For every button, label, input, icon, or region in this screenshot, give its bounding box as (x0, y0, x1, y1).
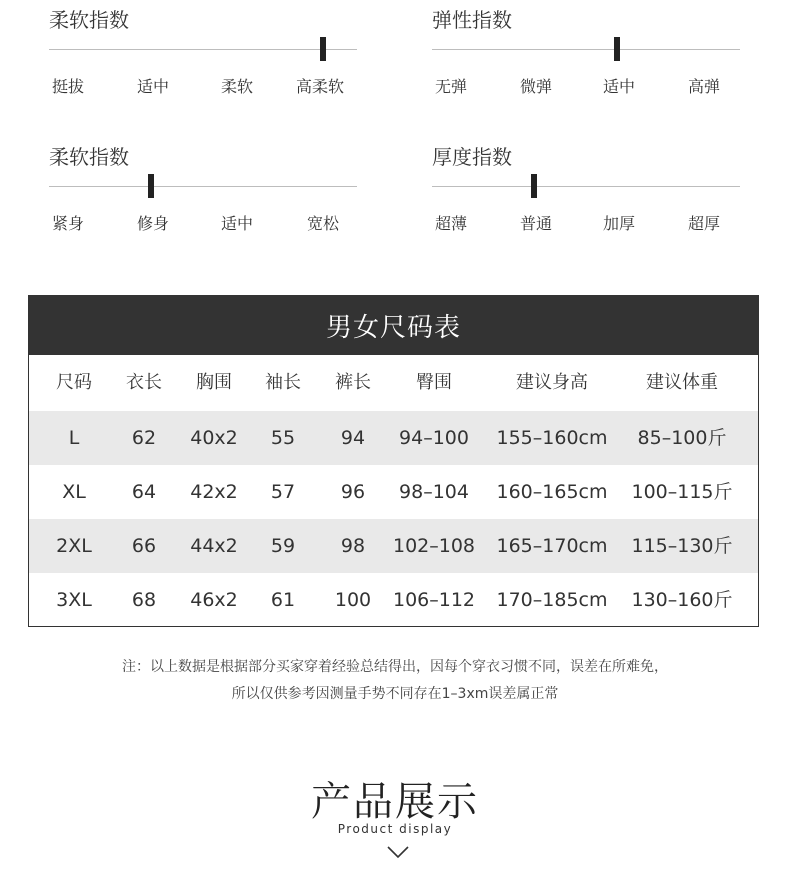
table-cell: 100–115斤 (631, 481, 733, 503)
table-cell: 42x2 (190, 481, 238, 503)
index-label: 高弹 (687, 77, 721, 96)
index-track (49, 186, 357, 187)
product-display-subtitle: Product display (337, 822, 453, 836)
table-cell: 85–100斤 (637, 427, 727, 449)
index-elasticity (432, 4, 740, 104)
index-label: 适中 (220, 214, 254, 233)
table-header-row (29, 355, 758, 411)
table-cell: 98 (340, 535, 366, 557)
table-cell: 66 (131, 535, 157, 557)
table-cell: 59 (270, 535, 296, 557)
table-cell: 46x2 (190, 589, 238, 611)
table-cell: 2XL (56, 535, 92, 557)
product-display-title: 产品展示 (311, 779, 479, 825)
index-marker (614, 37, 620, 61)
table-header-cell: 建议身高 (516, 372, 588, 393)
index-title: 柔软指数 (49, 8, 129, 32)
index-softness (49, 4, 357, 104)
table-cell: 98–104 (399, 481, 469, 503)
table-cell: 94 (340, 427, 366, 449)
index-label: 超薄 (434, 214, 468, 233)
table-cell: 102–108 (392, 535, 476, 557)
table-cell: XL (62, 481, 86, 503)
table-row (29, 573, 758, 627)
table-row (29, 465, 758, 519)
size-note-line-2: 所以仅供参考因测量手势不同存在1–3xm误差属正常 (231, 686, 559, 702)
table-cell: 55 (270, 427, 296, 449)
index-title: 弹性指数 (432, 8, 512, 32)
table-cell: 68 (131, 589, 157, 611)
index-label: 紧身 (51, 214, 85, 233)
index-label: 宽松 (306, 214, 340, 233)
index-thickness (432, 141, 740, 241)
index-label: 超厚 (687, 214, 721, 233)
table-cell: 170–185cm (496, 589, 608, 611)
index-title: 厚度指数 (432, 145, 512, 169)
table-cell: L (68, 427, 80, 449)
index-label: 修身 (136, 214, 170, 233)
chevron-down-icon (386, 844, 410, 860)
index-label: 无弹 (434, 77, 468, 96)
table-cell: 44x2 (190, 535, 238, 557)
table-cell: 64 (131, 481, 157, 503)
index-marker (320, 37, 326, 61)
table-cell: 40x2 (190, 427, 238, 449)
table-cell: 165–170cm (496, 535, 608, 557)
index-label: 普通 (519, 214, 553, 233)
table-header-cell: 袖长 (265, 372, 301, 393)
index-track (432, 186, 740, 187)
size-note-line-1: 注：以上数据是根据部分买家穿着经验总结得出，因每个穿衣习惯不同，误差在所难免， (122, 659, 668, 675)
index-label: 挺拔 (51, 77, 85, 96)
table-cell: 130–160斤 (631, 589, 733, 611)
size-table-title: 男女尺码表 (29, 296, 758, 355)
table-header-cell: 裤长 (335, 372, 371, 393)
index-fit (49, 141, 357, 241)
index-label: 加厚 (602, 214, 636, 233)
index-title: 柔软指数 (49, 145, 129, 169)
table-cell: 160–165cm (496, 481, 608, 503)
table-header-cell: 臀围 (416, 372, 452, 393)
table-cell: 3XL (56, 589, 92, 611)
table-cell: 106–112 (392, 589, 476, 611)
index-label: 微弹 (519, 77, 553, 96)
table-cell: 155–160cm (496, 427, 608, 449)
table-cell: 62 (131, 427, 157, 449)
table-cell: 94–100 (399, 427, 469, 449)
table-row (29, 519, 758, 573)
table-header-cell: 建议体重 (646, 372, 718, 393)
table-header-cell: 衣长 (126, 372, 162, 393)
table-cell: 61 (270, 589, 296, 611)
index-marker (531, 174, 537, 198)
index-track (49, 49, 357, 50)
table-header-cell: 尺码 (56, 372, 92, 393)
index-label: 适中 (602, 77, 636, 96)
index-label: 适中 (136, 77, 170, 96)
index-marker (148, 174, 154, 198)
table-cell: 57 (270, 481, 296, 503)
table-header-cell: 胸围 (196, 372, 232, 393)
table-cell: 115–130斤 (631, 535, 733, 557)
table-row (29, 411, 758, 465)
size-table (28, 295, 759, 627)
index-track (432, 49, 740, 50)
index-label: 高柔软 (295, 77, 345, 96)
index-label: 柔软 (220, 77, 254, 96)
table-cell: 96 (340, 481, 366, 503)
table-cell: 100 (334, 589, 372, 611)
